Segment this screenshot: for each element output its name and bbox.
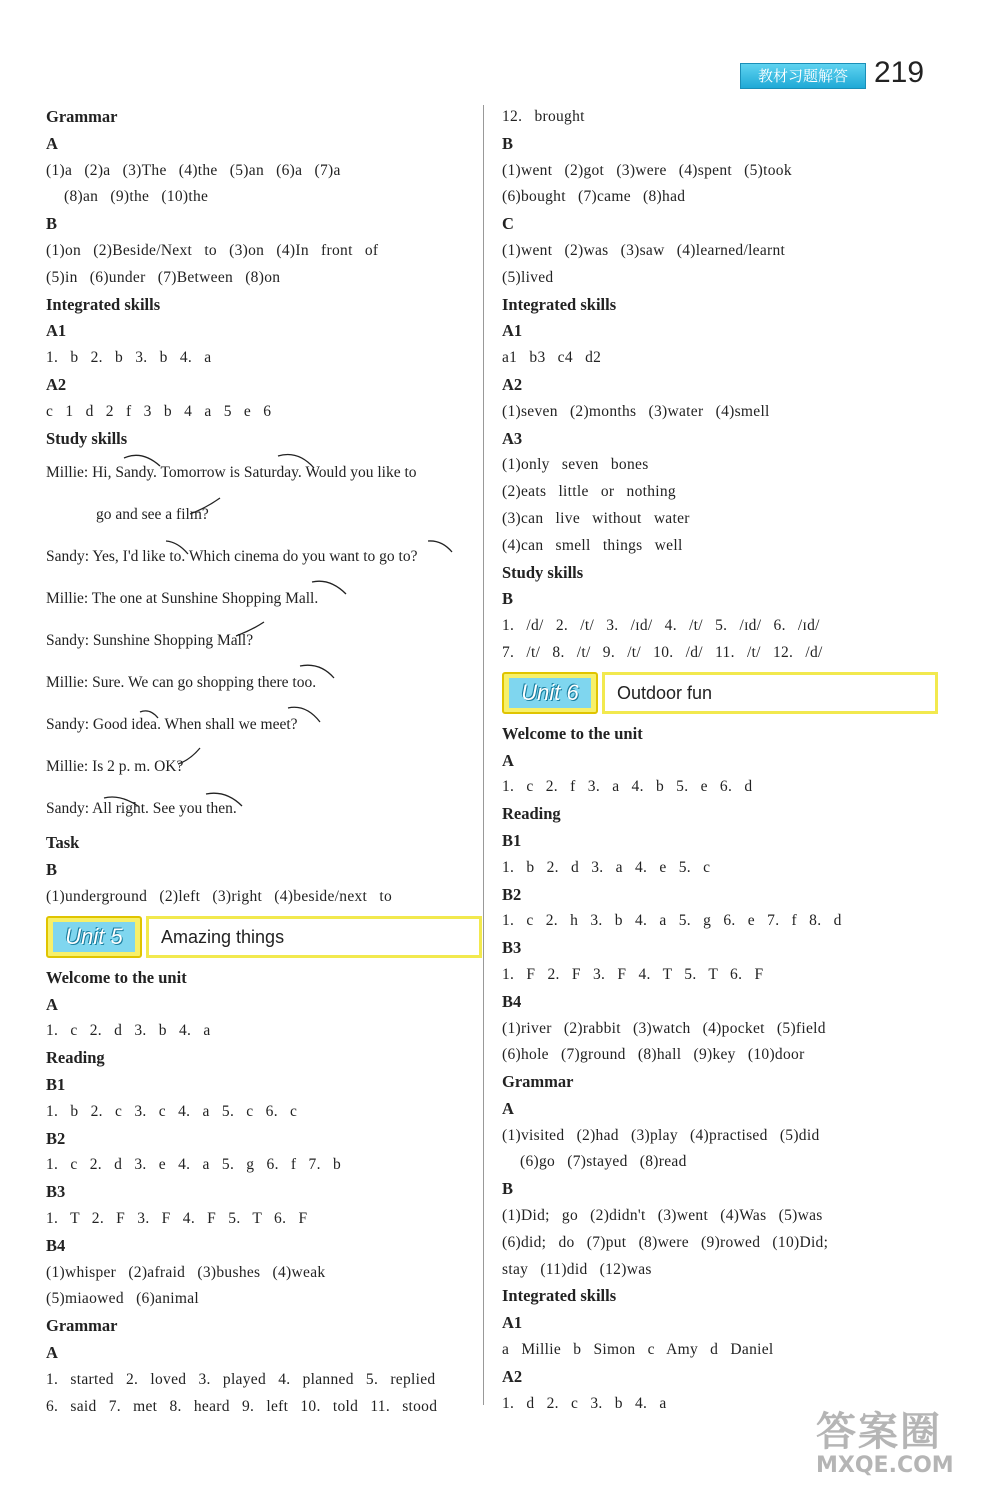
falling-arrow-icon <box>206 793 242 806</box>
answer-line: (8)an (9)the (10)the <box>64 188 209 206</box>
answer-line: (6)did; do (7)put (8)were (9)rowed (10)Did; <box>502 1233 829 1251</box>
unit-banner <box>46 913 476 961</box>
watermark <box>816 1400 996 1488</box>
answer-line: 1. b 2. d 3. a 4. e 5. c <box>502 858 711 876</box>
answer-line: (6)bought (7)came (8)had <box>502 188 686 206</box>
answer-line: 1. c 2. f 3. a 4. b 5. e 6. d <box>502 778 753 796</box>
exercise-label: A <box>502 750 514 770</box>
section-heading: Grammar <box>46 1316 118 1336</box>
unit-title: Outdoor fun <box>602 672 938 714</box>
section-heading: Study skills <box>502 562 584 582</box>
answer-line: 1. c 2. h 3. b 4. a 5. g 6. e 7. f 8. d <box>502 912 842 930</box>
dialogue-line: Millie: Hi, Sandy. Tomorrow is Saturday. Would you like to <box>46 464 417 482</box>
answer-line: 1. c 2. d 3. e 4. a 5. g 6. f 7. b <box>46 1156 342 1174</box>
answer-line: (4)can smell things well <box>502 536 683 554</box>
answer-line: (5)lived <box>502 268 554 286</box>
answer-line: 1. b 2. b 3. b 4. a <box>46 349 212 367</box>
exercise-label: C <box>502 214 514 234</box>
falling-arrow-icon <box>124 455 160 466</box>
answer-line: (5)in (6)under (7)Between (8)on <box>46 268 281 286</box>
rising-arrow-icon <box>178 748 200 764</box>
exercise-label: B <box>502 589 514 609</box>
falling-arrow-icon <box>428 541 452 552</box>
rising-arrow-icon <box>190 498 220 514</box>
answer-line: a Millie b Simon c Amy d Daniel <box>502 1341 774 1359</box>
section-heading: Grammar <box>46 107 118 126</box>
exercise-label: A <box>502 1098 514 1118</box>
exercise-label: A <box>46 994 58 1014</box>
dialogue-line: Millie: Is 2 p. m. OK? <box>46 758 184 776</box>
rising-arrow-icon <box>236 622 264 636</box>
answer-line: 1. c 2. d 3. b 4. a <box>46 1022 211 1040</box>
answer-line: (1)seven (2)months (3)water (4)smell <box>502 402 770 420</box>
watermark-url: MXQE.COM <box>816 1453 954 1478</box>
answer-line: (1)went (2)got (3)were (4)spent (5)took <box>502 161 792 179</box>
watermark-logo: 答案圈 <box>816 1409 942 1455</box>
dialogue-line: Millie: Sure. We can go shopping there too. <box>46 674 317 692</box>
section-heading: Integrated skills <box>502 1286 617 1306</box>
dialogue-line: Sandy: Sunshine Shopping Mall? <box>46 632 254 650</box>
answer-line: (5)miaowed (6)animal <box>46 1290 200 1308</box>
answer-line: (1)only seven bones <box>502 456 649 474</box>
unit-badge-label: Unit 6 <box>509 678 591 708</box>
answer-line: 6. said 7. met 8. heard 9. left 10. told 11. stood <box>46 1397 438 1415</box>
exercise-label: B <box>46 214 58 234</box>
exercise-label: B <box>502 1179 514 1199</box>
answer-line: (1)visited (2)had (3)play (4)practised (5)did <box>502 1126 820 1144</box>
falling-arrow-icon <box>104 797 138 806</box>
exercise-label: A2 <box>502 374 523 394</box>
unit-badge <box>46 916 142 958</box>
dialogue-line: Millie: The one at Sunshine Shopping Mall. <box>46 590 319 608</box>
answer-line: (1)whisper (2)afraid (3)bushes (4)weak <box>46 1263 326 1281</box>
answer-line: c 1 d 2 f 3 b 4 a 5 e 6 <box>46 402 272 420</box>
falling-arrow-icon <box>278 455 314 469</box>
section-heading: Study skills <box>46 428 128 448</box>
exercise-label: A1 <box>502 1313 523 1333</box>
answer-line: 1. b 2. c 3. c 4. a 5. c 6. c <box>46 1102 298 1120</box>
unit-banner <box>502 669 932 717</box>
exercise-label: B2 <box>502 884 522 904</box>
exercise-label: B <box>502 133 514 153</box>
answer-line: (2)eats little or nothing <box>502 483 676 501</box>
answer-line: 7. /t/ 8. /t/ 9. /t/ 10. /d/ 11. /t/ 12. /d/ <box>502 643 823 661</box>
section-heading: Reading <box>502 804 561 824</box>
exercise-label: B4 <box>46 1235 66 1255</box>
exercise-label: A2 <box>502 1366 523 1386</box>
exercise-label: B3 <box>46 1182 66 1202</box>
falling-arrow-icon <box>166 541 188 554</box>
right-column <box>502 104 932 1417</box>
falling-arrow-icon <box>300 665 334 678</box>
dialogue-line: Sandy: Yes, I'd like to. Which cinema do you want to go to? <box>46 548 418 566</box>
answer-line: (3)can live without water <box>502 509 690 527</box>
exercise-label: B2 <box>46 1128 66 1148</box>
exercise-label: B3 <box>502 938 522 958</box>
dialogue-line: go and see a film? <box>96 506 209 524</box>
unit-badge <box>502 672 598 714</box>
answer-line: a1 b3 c4 d2 <box>502 349 602 367</box>
exercise-label: A2 <box>46 374 67 394</box>
exercise-label: B1 <box>502 830 522 850</box>
answer-line: 1. /d/ 2. /t/ 3. /ɪd/ 4. /t/ 5. /ɪd/ 6. /ɪd/ <box>502 617 820 635</box>
answer-line: 1. d 2. c 3. b 4. a <box>502 1394 667 1412</box>
section-heading: Integrated skills <box>46 294 161 314</box>
section-tag: 教材习题解答 <box>740 63 866 89</box>
falling-arrow-icon <box>312 581 346 594</box>
intonation-arrows <box>0 0 480 830</box>
unit-title: Amazing things <box>146 916 482 958</box>
answer-line: (6)go (7)stayed (8)read <box>520 1153 687 1171</box>
exercise-label: B1 <box>46 1074 66 1094</box>
answer-line: (1)Did; go (2)didn't (3)went (4)Was (5)was <box>502 1207 823 1225</box>
dialogue-line: Sandy: All right. See you then. <box>46 800 237 818</box>
answer-line: (1)underground (2)left (3)right (4)beside/next to <box>46 887 392 905</box>
answer-line: 1. T 2. F 3. F 4. F 5. T 6. F <box>46 1209 308 1227</box>
answer-line: stay (11)did (12)was <box>502 1260 652 1278</box>
section-heading: Welcome to the unit <box>46 967 187 987</box>
exercise-label: A3 <box>502 428 523 448</box>
section-heading: Reading <box>46 1048 105 1068</box>
exercise-label: A <box>46 133 58 153</box>
answer-line: (1)on (2)Beside/Next to (3)on (4)In front of <box>46 241 379 259</box>
section-heading: Grammar <box>502 1072 574 1092</box>
exercise-label: A <box>46 1342 58 1362</box>
answer-line: (6)hole (7)ground (8)hall (9)key (10)door <box>502 1046 805 1064</box>
answer-line: (1)a (2)a (3)The (4)the (5)an (6)a (7)a <box>46 161 341 179</box>
falling-arrow-icon <box>288 707 320 722</box>
section-heading: Integrated skills <box>502 294 617 314</box>
section-heading: Welcome to the unit <box>502 723 643 743</box>
exercise-label: A1 <box>502 321 523 341</box>
page-number: 219 <box>874 56 925 89</box>
exercise-label: B <box>46 860 58 880</box>
answer-line: 12. brought <box>502 108 585 125</box>
answer-line: (1)river (2)rabbit (3)watch (4)pocket (5)field <box>502 1019 826 1037</box>
section-heading: Task <box>46 833 80 853</box>
falling-arrow-icon <box>140 711 158 718</box>
answer-line: 1. F 2. F 3. F 4. T 5. T 6. F <box>502 965 764 983</box>
exercise-label: B4 <box>502 991 522 1011</box>
column-divider <box>483 105 484 1405</box>
dialogue-line: Sandy: Good idea. When shall we meet? <box>46 716 298 734</box>
answer-line: (1)went (2)was (3)saw (4)learned/learnt <box>502 241 786 259</box>
unit-badge-label: Unit 5 <box>53 922 135 952</box>
exercise-label: A1 <box>46 321 67 341</box>
answer-line: 1. started 2. loved 3. played 4. planned 5. replied <box>46 1370 436 1388</box>
